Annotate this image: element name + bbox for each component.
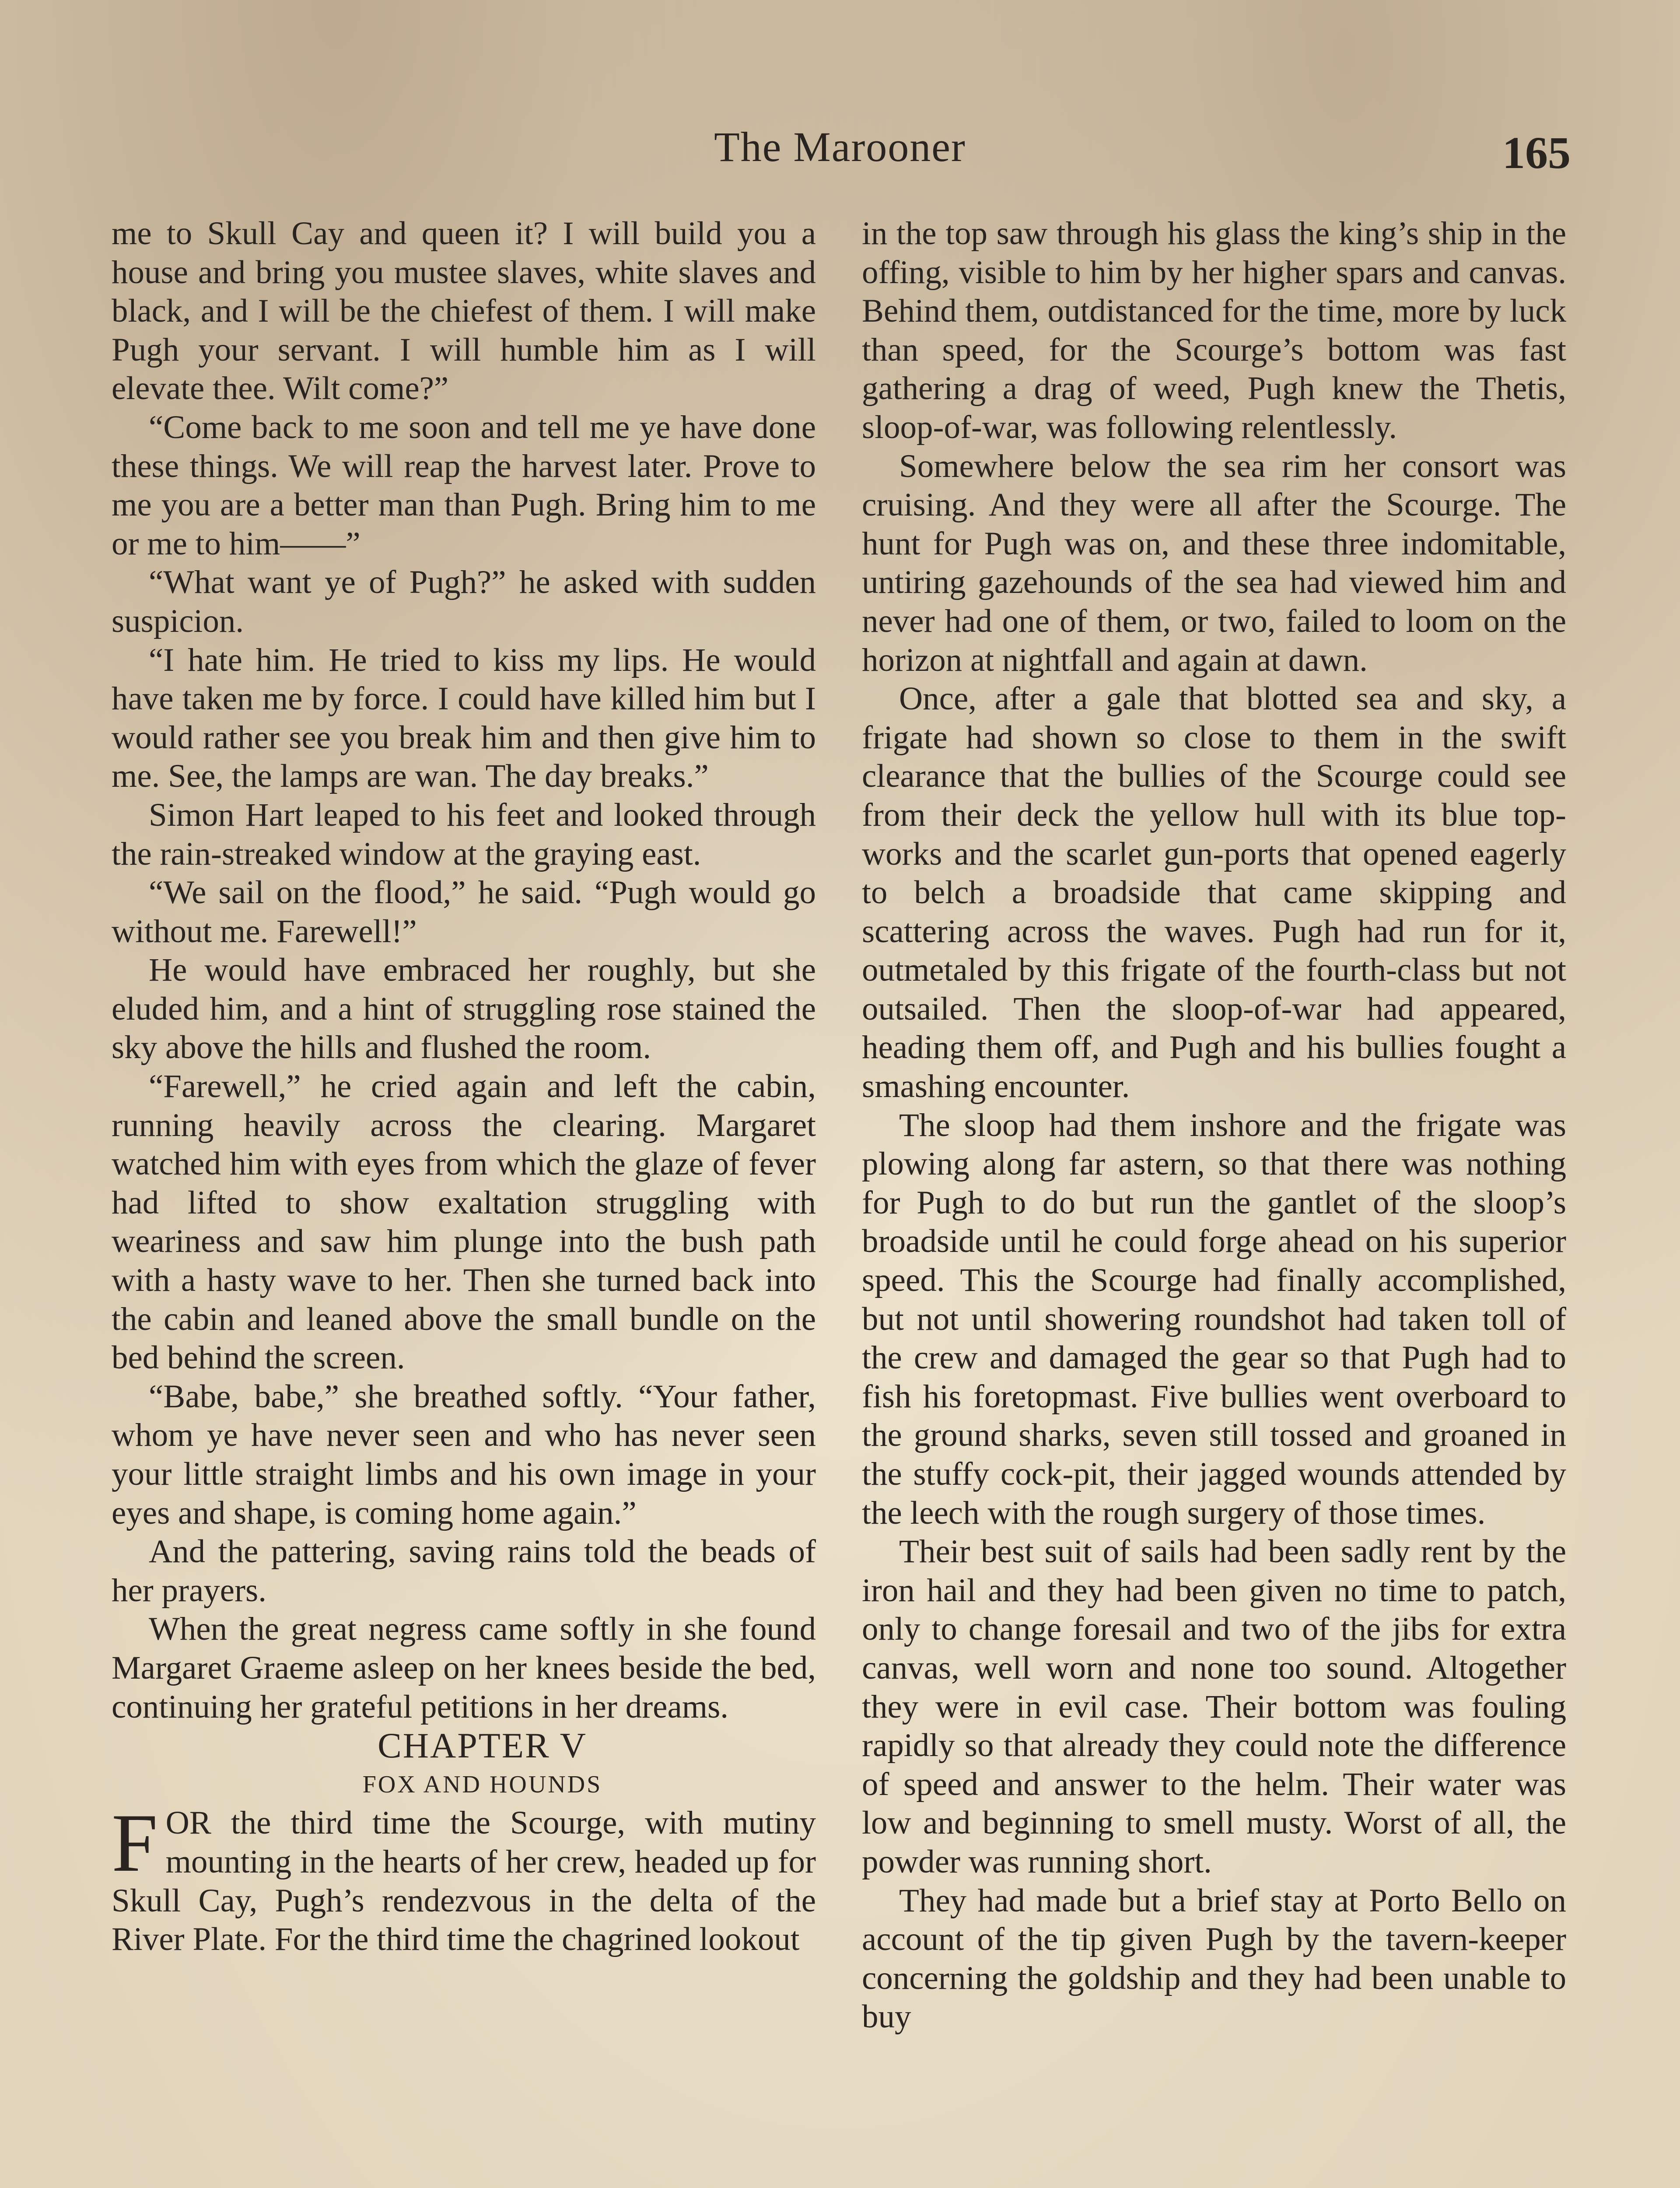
- chapter-opening-paragraph: [112, 1797, 816, 1959]
- paragraph: “Babe, babe,” she breathed softly. “Your father, whom ye have never seen and who has never seen your little straight limbs and his own image in your eyes and shape, is coming home again.”: [112, 1378, 816, 1531]
- running-head: [109, 123, 1571, 184]
- chapter-subtitle: FOX AND HOUNDS: [362, 1771, 602, 1798]
- drop-cap: F: [112, 1797, 158, 1890]
- paragraph: “I hate him. He tried to kiss my lips. He would have taken me by force. I could have killed him but I would rather see you break him and then give him to me. See, the lamps are wan. The day breaks.”: [112, 642, 816, 795]
- page-number: 165: [1502, 128, 1571, 178]
- running-title: The Marooner: [714, 123, 966, 170]
- chapter-heading: CHAPTER V: [378, 1725, 587, 1766]
- paragraph: He would have embraced her roughly, but she eluded him, and a hint of struggling rose stained the sky above the hills and flushed the room.: [112, 952, 816, 1066]
- paragraph: Their best suit of sails had been sadly rent by the iron hail and they had been given no time to patch, only to change foresail and two of the jibs for extra canvas, well worn and none too sound. Altogether they were in evil case. Their bottom was fouling rapidly so that already they could note the difference of speed and answer to the helm. Their water was low and beginning to smell musty. Worst of all, the powder was running short.: [862, 1533, 1566, 1880]
- paragraph: Once, after a gale that blotted sea and sky, a frigate had shown so close to them in the swift clearance that the bullies of the Scourge could see from their deck the yellow hull with its blue top-works and the scarlet gun-ports that opened eagerly to belch a broadside that came skipping and scattering across the waves. Pugh had run for it, outmetaled by this frigate of the fourth-class but not outsailed. Then the sloop-of-war had appeared, heading them off, and Pugh and his bullies fought a smashing encounter.: [862, 680, 1566, 1105]
- paragraph: Simon Hart leaped to his feet and looked through the rain-streaked window at the graying east.: [112, 796, 816, 872]
- paragraph: “We sail on the flood,” he said. “Pugh would go without me. Farewell!”: [112, 874, 816, 950]
- right-column: [862, 214, 1566, 2037]
- paragraph: “What want ye of Pugh?” he asked with sudden suspicion.: [112, 564, 816, 639]
- paragraph: They had made but a brief stay at Porto Bello on account of the tip given Pugh by the tavern-keeper concerning the goldship and they had been unable to buy: [862, 1882, 1566, 2035]
- paragraph-text: OR the third time the Scourge, with mutiny mounting in the hearts of her crew, headed up for Skull Cay, Pugh’s rendezvous in the delta of the River Plate. For the third time the chagrined lookout: [112, 1805, 816, 1958]
- paragraph: The sloop had them inshore and the frigate was plowing along far astern, so that there was nothing for Pugh to do but run the gantlet of the sloop’s broadside until he could forge ahead on his superior speed. This the Scourge had finally accomplished, but not until showering roundshot had taken toll of the crew and damaged the gear so that Pugh had to fish his foretopmast. Five bullies went overboard to the ground sharks, seven still tossed and groaned in the stuffy cock-pit, their jagged wounds attended by the leech with the rough surgery of those times.: [862, 1107, 1566, 1531]
- paragraph: “Farewell,” he cried again and left the cabin, running heavily across the clearing. Margaret watched him with eyes from which the glaze of fever had lifted to show exaltation struggling with weariness and saw him plunge into the bush path with a hasty wave to her. Then she turned back into the cabin and leaned above the small bundle on the bed behind the screen.: [112, 1068, 816, 1376]
- paragraph: And the pattering, saving rains told the beads of her prayers.: [112, 1533, 816, 1609]
- left-column: [112, 214, 816, 1959]
- paragraph: “Come back to me soon and tell me ye have done these things. We will reap the harvest later. Prove to me you are a better man than Pugh. Bring him to me or me to him——”: [112, 409, 816, 562]
- paragraph: in the top saw through his glass the king’s ship in the offing, visible to him by her higher spars and canvas. Behind them, outdistanced for the time, more by luck than speed, for the Scourge’s bottom was fast gathering a drag of weed, Pugh knew the Thetis, sloop-of-war, was following relentlessly.: [862, 215, 1566, 445]
- paragraph: When the great negress came softly in she found Margaret Graeme asleep on her knees beside the bed, continuing her grateful petitions in her dreams.: [112, 1611, 816, 1725]
- paragraph: me to Skull Cay and queen it? I will build you a house and bring you mustee slaves, white slaves and black, and I will be the chiefest of them. I will make Pugh your servant. I will humble him as I will elevate thee. Wilt come?”: [112, 215, 816, 407]
- paragraph: Somewhere below the sea rim her consort was cruising. And they were all after the Scourge. The hunt for Pugh was on, and these three indomitable, untiring gazehounds of the sea had viewed him and never had one of them, or two, failed to loom on the horizon at nightfall and again at dawn.: [862, 448, 1566, 678]
